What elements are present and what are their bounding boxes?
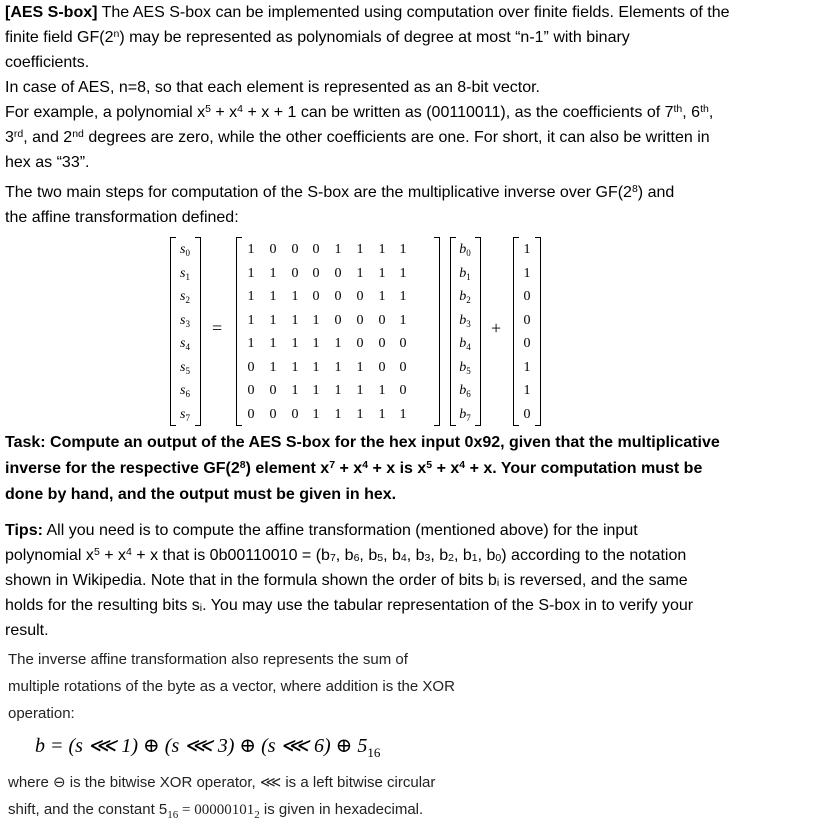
matrix-entry: 1 — [399, 242, 407, 257]
matrix-entry: 1 — [312, 406, 320, 422]
b-vector-entry: $b_1$ — [459, 265, 471, 282]
inverse-line-2: multiple rotations of the byte as a vector, where addition is the XOR — [8, 678, 455, 695]
intro-line-5: For example, a polynomial $x^5 + x^4 + x + 1$ can be written as (00110011), as the coefficients of 7th, 6th, — [5, 103, 714, 121]
matrix-entry: 1 — [269, 289, 277, 304]
matrix-entry: 0 — [291, 406, 299, 422]
matrix-entry: 0 — [269, 242, 277, 257]
matrix-entry: 0 — [291, 242, 299, 257]
matrix-entry: 1 — [356, 359, 364, 375]
matrix-entry: 0 — [312, 242, 320, 257]
matrix-entry: 0 — [378, 336, 386, 351]
tips-line-5: result. — [5, 622, 49, 639]
matrix-entry: 1 — [312, 336, 320, 351]
matrix-entry: 1 — [291, 289, 299, 304]
task-line-3: done by hand, and the output must be given in hex. — [5, 486, 397, 503]
constant-entry: 0 — [523, 336, 531, 351]
matrix-entry: 0 — [247, 383, 255, 398]
s-vector-entry: $s_2$ — [180, 289, 190, 305]
matrix-entry: 1 — [269, 359, 277, 375]
matrix-entry: 0 — [312, 265, 320, 281]
matrix-entry: 1 — [334, 336, 342, 351]
matrix-entry: 1 — [378, 383, 386, 398]
matrix-entry: 1 — [269, 312, 277, 328]
matrix-right-bracket — [434, 237, 440, 426]
s-vector-entry: $s_0$ — [180, 242, 190, 258]
matrix-entry: 1 — [312, 383, 320, 398]
constant-entry: 0 — [523, 406, 531, 422]
matrix-entry: 0 — [399, 359, 407, 375]
inverse-line-1: The inverse affine transformation also represents the sum of — [8, 651, 408, 668]
intro-line-3: coefficients. — [5, 54, 90, 71]
s-vector-entry: $s_6$ — [180, 383, 190, 399]
plus-sign: + — [491, 318, 502, 338]
matrix-entry: 1 — [247, 289, 255, 304]
constant-entry: 0 — [523, 312, 531, 328]
s-vector-entry: $s_3$ — [180, 312, 190, 329]
matrix-entry: 1 — [291, 336, 299, 351]
matrix-entry: 1 — [312, 359, 320, 375]
matrix-entry: 1 — [356, 383, 364, 398]
matrix-entry: 0 — [247, 359, 255, 375]
matrix-entry: 1 — [269, 336, 277, 351]
matrix-entry: 1 — [399, 265, 407, 281]
matrix-entry: 1 — [378, 242, 386, 257]
b-vector-entry: $b_0$ — [459, 242, 471, 258]
matrix-entry: 0 — [334, 289, 342, 304]
b-vector-entry: $b_6$ — [459, 383, 471, 399]
tips-line-4: holds for the resulting bits si. You may use the tabular representation of the S-box in to verify your — [5, 597, 694, 614]
constant-entry: 1 — [523, 383, 531, 398]
b-vector-entry: $b_7$ — [459, 406, 471, 423]
task-line-2: inverse for the respective $GF(2^8)$ element $x^7 + x^4 + x$ is $x^5 + x^4 + x$. Your computation must be — [5, 459, 703, 477]
matrix-entry: 1 — [399, 406, 407, 422]
matrix-entry: 1 — [291, 312, 299, 328]
s-vector-entry: $s_4$ — [180, 336, 190, 352]
intro-line-1: [AES S-box] The AES S-box can be implemented using computation over finite fields. Elements of the — [5, 4, 730, 21]
tips-line-2: polynomial $x^5 + x^4 + x$ that is 0b00110010 = (b7, b6, b5, b4, b3, b2, b1, b0) according to the notation — [5, 546, 687, 564]
b-vector-entry: $b_5$ — [459, 359, 471, 376]
b-vector-entry: $b_3$ — [459, 312, 471, 329]
matrix-entry: 0 — [269, 383, 277, 398]
matrix-entry: 1 — [312, 312, 320, 328]
matrix-entry: 0 — [334, 312, 342, 328]
inverse-line-3: operation: — [8, 705, 75, 722]
tips-label: Tips: — [5, 522, 43, 539]
matrix-entry: 0 — [399, 383, 407, 398]
equals-sign: = — [212, 318, 223, 338]
matrix-entry: 1 — [356, 265, 364, 281]
matrix-entry: 0 — [291, 265, 299, 281]
matrix-entry: 1 — [291, 359, 299, 375]
constant-entry: 1 — [523, 242, 531, 257]
constant-entry: 1 — [523, 359, 531, 375]
s-vector-entry: $s_7$ — [180, 406, 190, 423]
matrix-entry: 1 — [269, 265, 277, 281]
matrix-entry: 1 — [378, 406, 386, 422]
matrix-entry: 1 — [334, 359, 342, 375]
matrix-entry: 1 — [399, 312, 407, 328]
matrix-entry: 1 — [378, 265, 386, 281]
steps-line-2: the affine transformation defined: — [5, 209, 239, 226]
matrix-entry: 0 — [356, 289, 364, 304]
where-line-1: where ⊖ is the bitwise XOR operator, ⋘ is a left bitwise circular — [8, 774, 436, 791]
matrix-entry: 0 — [399, 336, 407, 351]
matrix-entry: 1 — [247, 336, 255, 351]
task-line-1: Task: Compute an output of the AES S-box for the hex input 0x92, given that the multiplicative — [5, 434, 720, 451]
where-line-2: shift, and the constant $5_{16} = 00000101_2$ is given in hexadecimal. — [8, 801, 424, 821]
matrix-entry: 1 — [334, 242, 342, 257]
matrix-entry: 0 — [269, 406, 277, 422]
matrix-entry: 1 — [291, 383, 299, 398]
constant-entry: 0 — [523, 289, 531, 304]
steps-line-1: The two main steps for computation of the S-box are the multiplicative inverse over $GF(2^8)$ and — [5, 183, 675, 201]
tips-line-3: shown in Wikipedia. Note that in the formula shown the order of bits bi is reversed, and the same — [5, 572, 688, 589]
intro-line-7: hex as “33”. — [5, 154, 90, 171]
matrix-entry: 1 — [247, 265, 255, 281]
matrix-entry: 1 — [334, 406, 342, 422]
intro-line-4: In case of AES, n=8, so that each element is represented as an 8-bit vector. — [5, 79, 540, 96]
intro-line-6: 3rd, and 2nd degrees are zero, while the other coefficients are one. For short, it can also be written in — [5, 128, 710, 146]
matrix-entry: 1 — [334, 383, 342, 398]
constant-entry: 1 — [523, 265, 531, 281]
matrix-entry: 0 — [247, 406, 255, 422]
matrix-entry: 1 — [378, 289, 386, 304]
inverse-formula: b = (s ⋘ 1) ⊕ (s ⋘ 3) ⊕ (s ⋘ 6) ⊕ $5_{16}$ — [35, 735, 381, 760]
matrix-entry: 1 — [356, 406, 364, 422]
matrix-entry: 0 — [312, 289, 320, 304]
intro-line-2: finite field GF(2$^n$) may be represented as polynomials of degree at most “n-1” with binary — [5, 28, 630, 46]
matrix-entry: 0 — [356, 336, 364, 351]
b-vector-entry: $b_4$ — [459, 336, 471, 352]
matrix-entry: 1 — [247, 312, 255, 328]
matrix-entry: 0 — [378, 312, 386, 328]
s-vector-entry: $s_5$ — [180, 359, 190, 376]
tips-line-1: Tips: All you need is to compute the affine transformation (mentioned above) for the input — [5, 522, 638, 539]
b-vector-entry: $b_2$ — [459, 289, 471, 305]
title-tag: [AES S-box] — [5, 4, 98, 21]
matrix-entry: 0 — [334, 265, 342, 281]
matrix-entry: 0 — [378, 359, 386, 375]
matrix-entry: 1 — [247, 242, 255, 257]
matrix-entry: 1 — [399, 289, 407, 304]
matrix-entry: 1 — [356, 242, 364, 257]
matrix-entry: 0 — [356, 312, 364, 328]
s-vector-entry: $s_1$ — [180, 265, 190, 282]
